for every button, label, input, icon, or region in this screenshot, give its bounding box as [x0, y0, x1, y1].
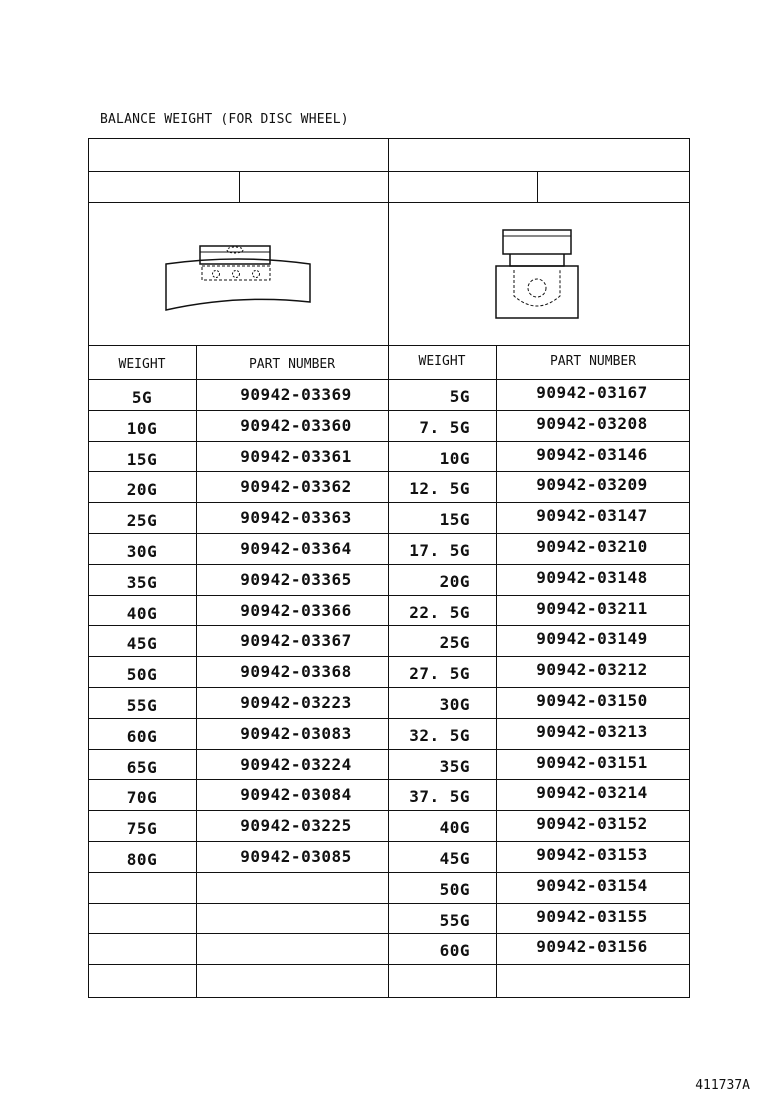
center-divider — [388, 138, 389, 998]
right-weight-cell: 22. 5G — [409, 602, 470, 622]
right-part-number-cell: 90942-03152 — [536, 814, 648, 834]
row-divider — [88, 903, 690, 904]
column-header-bottom — [88, 379, 690, 380]
left-part-number-cell: 90942-03223 — [240, 693, 352, 712]
left-part-number-cell: 90942-03085 — [240, 847, 352, 866]
left-part-number-cell: 90942-03368 — [240, 662, 352, 682]
right-part-number-header: PART NUMBER — [549, 354, 637, 369]
right-part-number-cell: 90942-03214 — [536, 783, 648, 803]
right-weight-cell: 7. 5G — [419, 417, 470, 437]
right-weight-cell: 5G — [449, 387, 470, 406]
right-weight-cell: 45G — [439, 849, 470, 868]
right-part-number-cell: 90942-03156 — [536, 937, 648, 957]
document-title: BALANCE WEIGHT (FOR DISC WHEEL) — [100, 112, 349, 127]
right-weight-cell: 40G — [439, 818, 470, 838]
left-column-divider — [196, 345, 197, 998]
row-divider — [88, 533, 690, 534]
left-part-number-cell: 90942-03362 — [240, 477, 352, 497]
right-sub-divider — [537, 171, 538, 202]
clip-on-weight-side-view-icon — [158, 234, 318, 319]
right-weight-cell: 35G — [439, 756, 470, 776]
left-weight-cell: 30G — [126, 542, 158, 561]
right-weight-cell: 25G — [439, 633, 470, 653]
left-weight-cell: 75G — [126, 819, 158, 839]
right-part-number-cell: 90942-03153 — [536, 845, 648, 864]
left-part-number-cell: 90942-03364 — [240, 539, 352, 558]
left-part-number-cell: 90942-03366 — [240, 600, 352, 620]
right-part-number-cell: 90942-03147 — [536, 506, 648, 526]
right-weight-cell: 32. 5G — [409, 725, 470, 745]
left-weight-cell: 65G — [126, 757, 158, 777]
right-weight-cell: 55G — [439, 910, 470, 930]
row-divider — [88, 502, 690, 503]
right-part-number-cell: 90942-03212 — [536, 660, 648, 680]
left-part-number-cell: 90942-03363 — [240, 508, 352, 528]
right-weight-cell: 30G — [439, 695, 470, 714]
left-weight-cell: 45G — [126, 634, 158, 654]
right-part-number-cell: 90942-03151 — [536, 752, 648, 772]
left-part-number-cell: 90942-03224 — [240, 754, 352, 774]
right-weight-cell: 10G — [439, 448, 470, 468]
left-weight-header: WEIGHT — [118, 357, 166, 372]
left-weight-cell: 55G — [126, 696, 158, 715]
left-sub-divider — [239, 171, 240, 202]
left-part-number-cell: 90942-03360 — [240, 415, 352, 435]
right-weight-cell: 20G — [439, 571, 470, 591]
row-divider — [88, 656, 690, 657]
row-divider — [88, 718, 690, 719]
left-part-number-header: PART NUMBER — [248, 357, 336, 372]
right-weight-cell: 17. 5G — [409, 541, 470, 560]
right-part-number-cell: 90942-03149 — [536, 629, 648, 649]
right-weight-header: WEIGHT — [418, 354, 466, 369]
right-weight-cell: 15G — [439, 510, 470, 530]
header-row-divider — [88, 171, 690, 172]
right-weight-cell: 37. 5G — [409, 787, 470, 807]
right-part-number-cell: 90942-03150 — [536, 691, 648, 710]
right-part-number-cell: 90942-03167 — [536, 383, 648, 402]
column-header-top — [88, 345, 690, 346]
right-part-number-cell: 90942-03208 — [536, 413, 648, 433]
right-part-number-cell: 90942-03146 — [536, 444, 648, 464]
row-divider — [88, 625, 690, 626]
clip-on-weight-front-view-icon — [488, 226, 588, 326]
left-weight-cell: 50G — [126, 665, 158, 685]
row-divider — [88, 810, 690, 811]
left-part-number-cell: 90942-03361 — [240, 446, 352, 466]
row-divider — [88, 687, 690, 688]
row-divider — [88, 595, 690, 596]
row-divider — [88, 964, 690, 965]
right-part-number-cell: 90942-03209 — [536, 475, 648, 495]
figure-row-top — [88, 202, 690, 203]
row-divider — [88, 564, 690, 565]
right-part-number-cell: 90942-03155 — [536, 906, 648, 926]
left-part-number-cell: 90942-03084 — [240, 785, 352, 805]
row-divider — [88, 471, 690, 472]
right-part-number-cell: 90942-03213 — [536, 721, 648, 741]
row-divider — [88, 933, 690, 934]
row-divider — [88, 841, 690, 842]
right-weight-cell: 60G — [439, 941, 470, 961]
right-weight-cell: 50G — [439, 879, 470, 899]
row-divider — [88, 779, 690, 780]
right-part-number-cell: 90942-03148 — [536, 567, 648, 587]
left-weight-cell: 70G — [126, 788, 158, 808]
left-weight-cell: 15G — [126, 449, 158, 469]
balance-weight-sheet — [88, 138, 690, 998]
right-part-number-cell: 90942-03211 — [536, 598, 648, 618]
left-weight-cell: 5G — [131, 388, 153, 407]
left-part-number-cell: 90942-03365 — [240, 569, 352, 589]
figure-code: 411737A — [695, 1078, 750, 1093]
left-part-number-cell: 90942-03369 — [240, 385, 352, 404]
left-part-number-cell: 90942-03083 — [240, 723, 352, 743]
left-weight-cell: 10G — [126, 418, 158, 438]
row-divider — [88, 749, 690, 750]
left-part-number-cell: 90942-03367 — [240, 631, 352, 651]
row-divider — [88, 872, 690, 873]
right-part-number-cell: 90942-03154 — [536, 875, 648, 895]
left-weight-cell: 40G — [126, 603, 158, 623]
right-part-number-cell: 90942-03210 — [536, 537, 648, 556]
right-weight-cell: 27. 5G — [409, 664, 470, 684]
left-weight-cell: 25G — [126, 511, 158, 531]
right-weight-cell: 12. 5G — [409, 479, 470, 499]
left-part-number-cell: 90942-03225 — [240, 816, 352, 836]
left-weight-cell: 80G — [126, 850, 158, 869]
left-weight-cell: 60G — [126, 726, 158, 746]
left-weight-cell: 20G — [126, 480, 158, 500]
row-divider — [88, 441, 690, 442]
row-divider — [88, 410, 690, 411]
left-weight-cell: 35G — [126, 572, 158, 592]
